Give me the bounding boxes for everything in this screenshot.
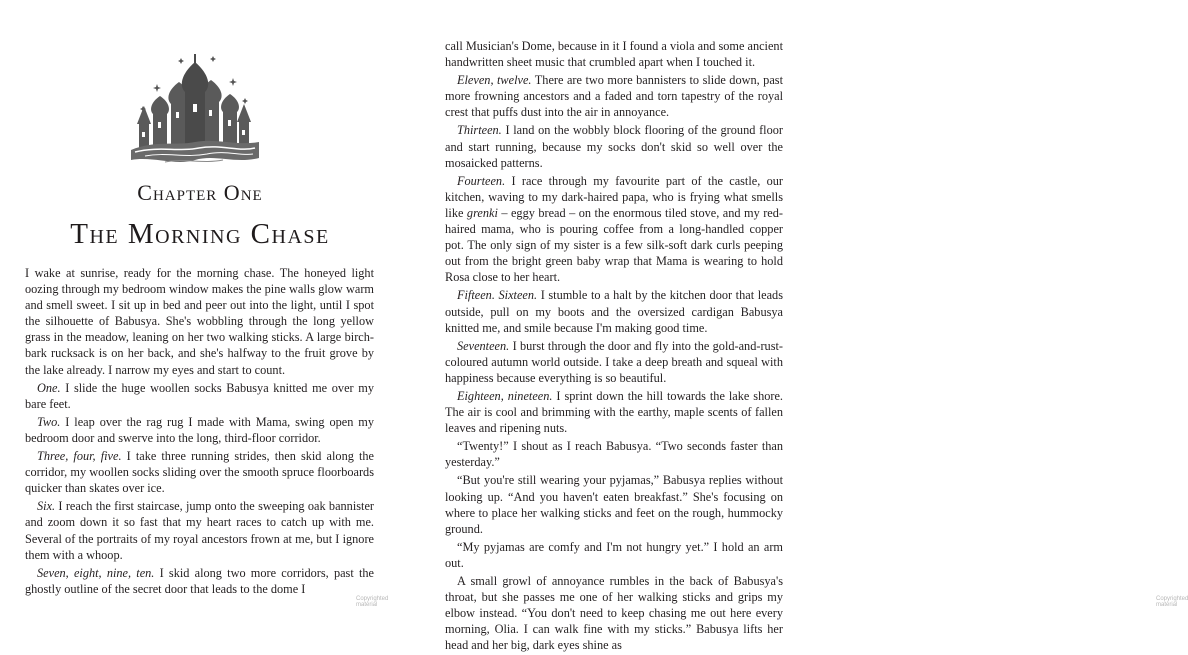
paragraph — [25, 265, 374, 378]
paragraph-lead: Seventeen. — [457, 338, 510, 353]
paragraph — [445, 122, 783, 170]
paragraph — [25, 414, 374, 446]
paragraph-text: There are two more bannisters to slide down, past more frowning ancestors and a faded and torn tapestry of the royal crest that puffs dust into the air in annoyance. — [445, 73, 783, 120]
paragraph-text: “My pyjamas are comfy and I'm not hungry yet.” I hold an arm out. — [445, 539, 783, 570]
paragraph-lead: Two. — [37, 414, 61, 429]
italic-word: grenki — [466, 205, 498, 220]
paragraph-text: I slide the huge woollen socks Babusya knitted me over my bare feet. — [25, 380, 374, 411]
paragraph-text: “Twenty!” I shout as I reach Babusya. “Two seconds faster than yesterday.” — [445, 439, 783, 470]
paragraph — [445, 438, 783, 470]
paragraph-text: I sprint down the hill towards the lake shore. The air is cool and brimming with the earthy, maple scents of fallen leaves and ripening nuts. — [445, 388, 783, 436]
paragraph-text: I skid along two more corridors, past the ghostly outline of the secret door that leads to the dome I — [25, 565, 374, 596]
chapter-title: The Morning Chase — [70, 218, 330, 250]
left-page — [0, 0, 400, 610]
right-page-text — [445, 38, 783, 655]
paragraph — [445, 472, 783, 536]
paragraph — [445, 539, 783, 571]
paragraph-text: I wake at sunrise, ready for the morning chase. The honeyed light oozing through my bedroom window makes the pine walls glow warm and smell sweet. I sit up in bed and peer out into the light, until I spot the silhouette of Babusya. She's wobbling through the long yellow grass in the meadow, leaning on her two walking sticks. A large birch-bark rucksack is on her back, and she's halfway to the fruit grove by the lake already. I narrow my eyes and start to count. — [25, 266, 374, 377]
paragraph — [445, 287, 783, 335]
paragraph-text: I take three running strides, then skid along the corridor, my woollen socks sliding over the smooth spruce floorboards quicker than skates over ice. — [25, 449, 374, 496]
paragraph-text: I stumble to a halt by the kitchen door that leads outside, pull on my boots and the oversized cardigan Babusya knitted me, and smile because I'm making good time. — [445, 288, 783, 335]
paragraph — [25, 498, 374, 562]
paragraph-lead: Fifteen. Sixteen. — [457, 288, 538, 303]
paragraph-text: I reach the first staircase, jump onto the sweeping oak bannister and zoom down it so fast that my heart races to catch up with me. Several of the portraits of my royal ancestors frown at me, but I ignore them with a whoop. — [25, 499, 374, 562]
paragraph-lead: Seven, eight, nine, ten. — [37, 565, 155, 580]
paragraph — [25, 565, 374, 597]
copyright-footer: Copyrighted material — [356, 596, 389, 608]
paragraph: call Musician's Dome, because in it I found a viola and some ancient handwritten sheet music that crumbled apart when I touched it. — [445, 39, 783, 70]
paragraph-text: I race through my favourite part of the castle, our kitchen, waving to my dark-haired papa, who is frying what smells like — [445, 173, 783, 220]
paragraph-lead: Eighteen, nineteen. — [457, 388, 553, 403]
paragraph — [445, 338, 783, 386]
paragraph-lead: Three, four, five. — [37, 449, 122, 464]
paragraph-text: I leap over the rag rug I made with Mama, swing open my bedroom door and swerve into the long, third-floor corridor. — [25, 414, 374, 445]
paragraph-text: I burst through the door and fly into the gold-and-rust-coloured autumn world outside. I take a deep breath and squeal with happiness because everything is so beautiful. — [445, 338, 783, 385]
paragraph — [25, 448, 374, 496]
paragraph — [445, 573, 783, 653]
left-page-text — [25, 265, 374, 599]
paragraph-text: I land on the wobbly block flooring of the ground floor and start running, because my socks don't skid so well over the mosaicked patterns. — [445, 123, 783, 170]
onion-dome-castle-illustration — [125, 46, 265, 168]
paragraph-text: “But you're still wearing your pyjamas,” Babusya replies without looking up. “And you haven't eaten breakfast.” She's focusing on where to place her walking sticks and feet on the rough, hummocky ground. — [445, 473, 783, 536]
paragraph-lead: Fourteen. — [457, 173, 506, 188]
paragraph — [445, 173, 783, 286]
right-page — [400, 0, 1188, 653]
paragraph-text: – eggy bread – on the enormous tiled stove, and my red-haired mama, who is pouring coffee from a long-handled copper pot. The only sign of my sister is a few silk-soft dark curls peeping out from the bright green baby wrap that Mama is wearing to hold Rosa close to her heart. — [445, 205, 784, 285]
paragraph-lead: One. — [37, 380, 61, 395]
chapter-label: Chapter One — [137, 180, 263, 205]
paragraph — [445, 388, 783, 436]
paragraph — [25, 380, 374, 412]
paragraph — [445, 72, 783, 120]
paragraph-lead: Thirteen. — [457, 123, 502, 138]
paragraph-lead: Eleven, twelve. — [457, 73, 532, 88]
paragraph-text: A small growl of annoyance rumbles in the back of Babusya's throat, but she passes me one of her walking sticks and grips my elbow instead. “You don't need to keep chasing me out here every morning, Olia. I can walk fine with my sticks.” Babusya lifts her head and her big, dark eyes shine as — [445, 574, 783, 653]
paragraph-lead: Six. — [37, 499, 56, 514]
copyright-footer: Copyrighted material — [1156, 596, 1188, 608]
